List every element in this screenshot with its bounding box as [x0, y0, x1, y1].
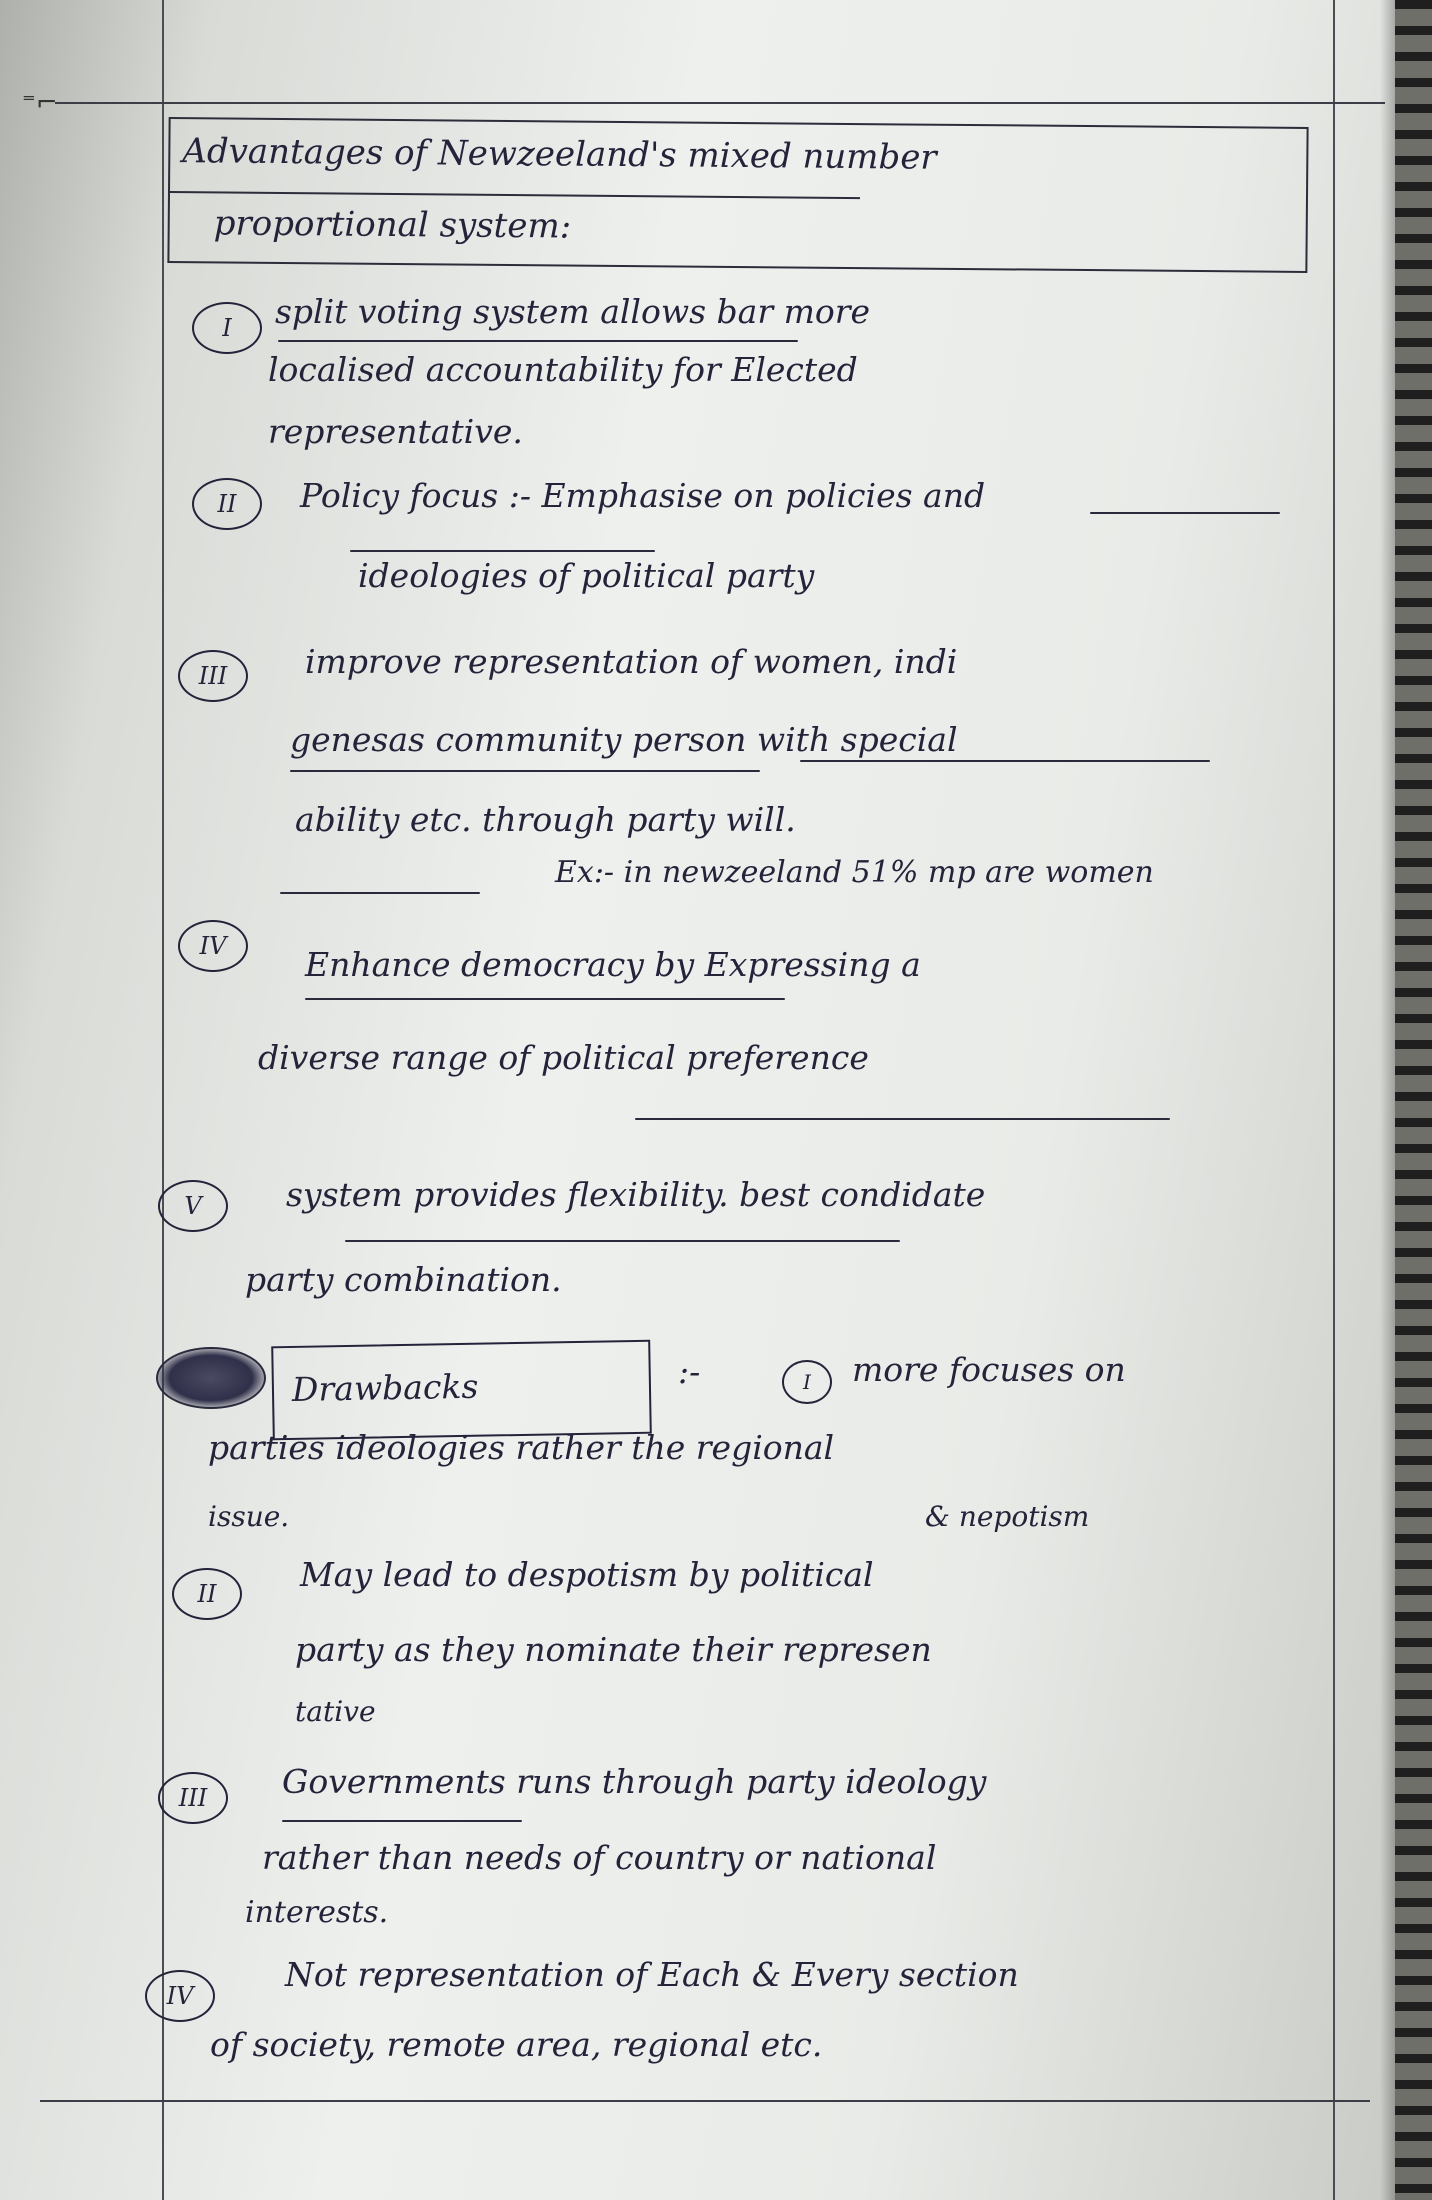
advantage-number-2: II	[192, 478, 262, 530]
advantage-number-5: V	[158, 1180, 228, 1232]
drawback-3-line-1: Governments runs through party ideology	[282, 1762, 987, 1801]
left-margin-line	[162, 0, 164, 2200]
advantage-3-line-4: Ex:- in newzeeland 51% mp are women	[555, 855, 1154, 890]
advantage-5-line-1: system provides flexibility. best condidate	[286, 1175, 986, 1214]
drawback-2-line-1: May lead to despotism by political	[300, 1555, 874, 1594]
drawback-4-line-2: of society, remote area, regional etc.	[210, 2025, 823, 2064]
advantage-4-line-1: Enhance democracy by Expressing a	[305, 945, 921, 984]
underline	[282, 1820, 522, 1822]
spiral-binding	[1395, 0, 1432, 2200]
underline	[278, 340, 798, 342]
underline	[305, 998, 785, 1000]
drawbacks-heading: Drawbacks	[291, 1366, 479, 1409]
drawback-1-line-3: issue.	[208, 1500, 290, 1533]
advantage-2-line-2: ideologies of political party	[358, 556, 815, 595]
advantage-1-line-3: representative.	[268, 412, 523, 451]
underline	[350, 550, 655, 552]
drawback-number-1: I	[782, 1360, 832, 1404]
underline	[1090, 512, 1280, 514]
advantage-4-line-2: diverse range of political preference	[258, 1038, 869, 1077]
advantage-number-4: IV	[178, 920, 248, 972]
drawback-number-2: II	[172, 1568, 242, 1620]
bottom-rule	[40, 2100, 1370, 2102]
scribbled-out-circle	[156, 1347, 266, 1409]
drawback-3-line-3: interests.	[245, 1895, 389, 1930]
drawback-2-line-2: party as they nominate their represen	[295, 1630, 932, 1669]
title-box	[167, 117, 1308, 273]
advantage-1-line-1: split voting system allows bar more	[275, 292, 871, 331]
top-rule	[55, 102, 1385, 104]
drawback-1-line-1: more focuses on	[852, 1350, 1126, 1389]
drawback-4-line-1: Not representation of Each & Every section	[285, 1955, 1019, 1994]
underline	[290, 770, 760, 772]
drawback-2-insert: & nepotism	[925, 1500, 1090, 1533]
advantage-5-line-2: party combination.	[245, 1260, 562, 1299]
title-line-1: Advantages of Newzeeland's mixed number	[182, 131, 937, 178]
advantage-3-line-2: genesas community person with special	[290, 720, 958, 759]
drawback-2-line-3: tative	[295, 1695, 376, 1728]
advantage-3-line-3: ability etc. through party will.	[295, 800, 796, 839]
drawbacks-separator: :-	[678, 1352, 701, 1391]
title-divider	[170, 191, 860, 199]
advantage-3-line-1: improve representation of women, indi	[305, 642, 958, 681]
underline	[280, 892, 480, 894]
advantage-number-3: III	[178, 650, 248, 702]
margin-scribble: ⁼⌐	[22, 88, 58, 118]
drawback-number-4: IV	[145, 1970, 215, 2022]
advantage-2-line-1: Policy focus :- Emphasise on policies and	[300, 476, 986, 515]
title-line-2: proportional system:	[213, 203, 572, 247]
underline	[635, 1118, 1170, 1120]
drawback-3-line-2: rather than needs of country or national	[262, 1838, 937, 1877]
underline	[345, 1240, 900, 1242]
advantage-number-1: I	[192, 302, 262, 354]
advantage-1-line-2: localised accountability for Elected	[268, 350, 858, 389]
underline	[800, 760, 1210, 762]
drawbacks-heading-box	[271, 1340, 652, 1441]
right-margin-line	[1333, 0, 1335, 2200]
drawback-number-3: III	[158, 1772, 228, 1824]
drawback-1-line-2: parties ideologies rather the regional	[208, 1428, 835, 1467]
page-edge-shadow	[1380, 0, 1395, 2200]
